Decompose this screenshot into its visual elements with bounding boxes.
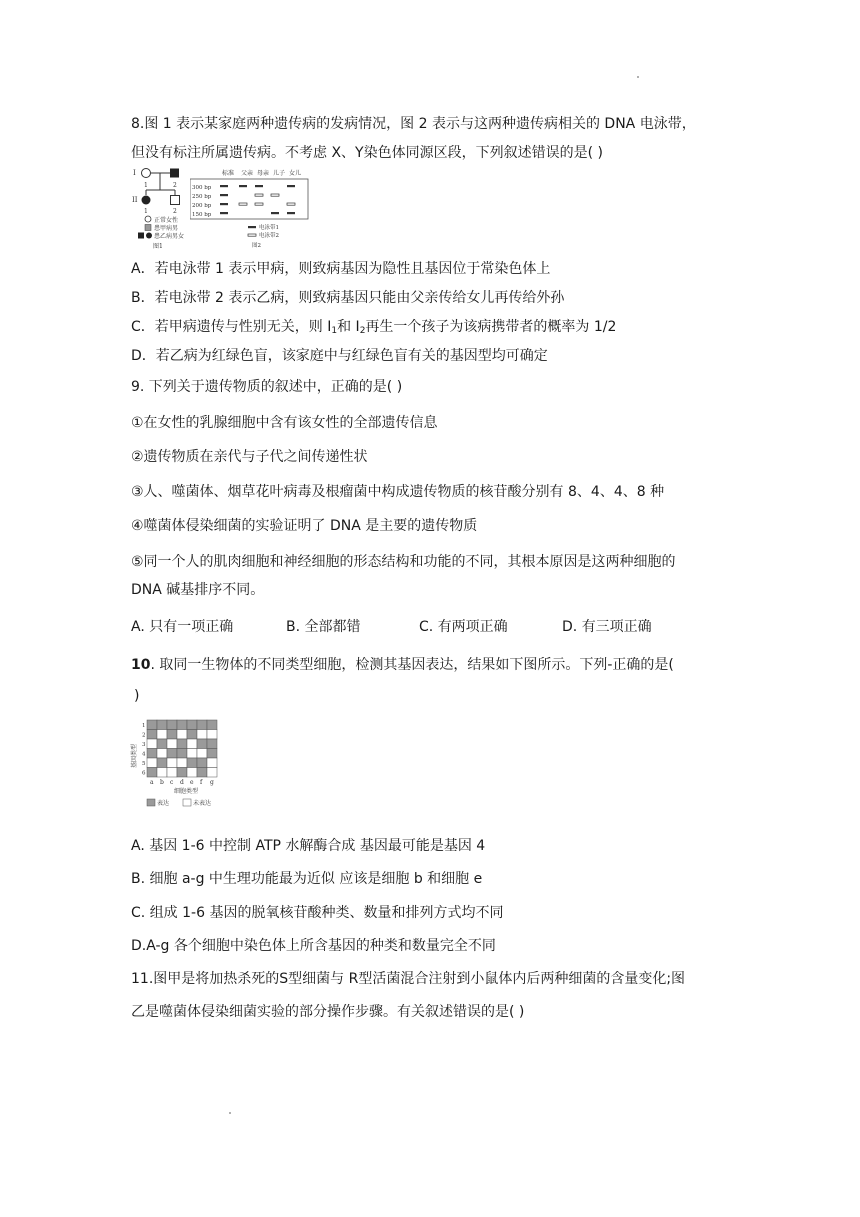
q10-gene-expression-figure: [130, 716, 222, 812]
grid-cell: [167, 768, 177, 778]
grid-cell: [207, 749, 217, 759]
q10-option-b[interactable]: [131, 869, 482, 889]
q10-b-text: 细胞 a-g 中生理功能最为近似 应该是细胞 b 和细胞 e: [149, 871, 483, 887]
grid-cell: [177, 758, 187, 768]
svg-text:女儿: 女儿: [289, 170, 302, 177]
svg-text:300 bp: 300 bp: [192, 185, 212, 191]
grid-cell: [147, 730, 157, 740]
grid-cell: [207, 720, 217, 730]
grid-cell: [197, 720, 207, 730]
grid-cell: [177, 730, 187, 740]
q9-d-text: 有三项正确: [581, 619, 652, 635]
grid-cell: [167, 749, 177, 759]
q9-option-c[interactable]: [419, 617, 508, 637]
grid-cell: [207, 730, 217, 740]
legend-expressed: 表达: [157, 800, 170, 807]
svg-text:150 bp: 150 bp: [192, 212, 212, 218]
q9-item-5: ⑤同一个人的肌肉细胞和神经细胞的形态结构和功能的不同，其根本原因是这两种细胞的: [131, 554, 676, 570]
grid-row-labels: [142, 723, 146, 777]
q9-b-letter: B.: [286, 619, 301, 635]
grid-cell: [157, 768, 167, 778]
q9-item-1: ①在女性的乳腺细胞中含有该女性的全部遗传信息: [131, 415, 438, 431]
q8-option-b[interactable]: B．若电泳带 2 表示乙病，则致病基因只能由父亲传给女儿再传给外孙: [131, 290, 565, 306]
q9-b-text: 全部都错: [304, 619, 361, 635]
grid-cell: [167, 730, 177, 740]
II1-female-affected: [142, 196, 151, 205]
grid-cell: [177, 749, 187, 759]
grid-cell: [207, 758, 217, 768]
grid-cell: [177, 739, 187, 749]
grid-col-labels: [150, 779, 214, 786]
q10-a-text: 基因 1-6 中控制 ATP 水解酶合成 基因最可能是基因 4: [149, 838, 486, 854]
grid-cell: [207, 768, 217, 778]
svg-text:父亲: 父亲: [241, 170, 254, 177]
svg-text:2: 2: [173, 208, 177, 215]
grid-cell: [147, 758, 157, 768]
svg-text:图1: 图1: [153, 243, 163, 250]
q10-option-c[interactable]: [131, 903, 503, 923]
q9-stem: 9. 下列关于遗传物质的叙述中，正确的是( ): [131, 379, 403, 395]
q8-c-sub2: 2: [359, 326, 366, 336]
grid-cell: [147, 739, 157, 749]
q11-stem-line1: 11.图甲是将加热杀死的S型细菌与 R型活菌混合注射到小鼠体内后两种细菌的含量变化;图: [131, 971, 686, 987]
grid-cell: [187, 720, 197, 730]
grid-col-label: g: [210, 779, 214, 786]
q9-item-5-cont: DNA 碱基排序不同。: [131, 582, 265, 598]
grid-cell: [157, 730, 167, 740]
grid-xlabel: 细胞类型: [174, 788, 199, 795]
q9-item-4: ④噬菌体侵染细菌的实验证明了 DNA 是主要的遗传物质: [131, 518, 478, 534]
grid-cell: [167, 720, 177, 730]
q8-option-d[interactable]: D．若乙病为红绿色盲，该家庭中与红绿色盲有关的基因型均可确定: [131, 348, 548, 364]
grid-row-label: 6: [142, 770, 146, 777]
q10-b-letter: B.: [131, 871, 146, 887]
q8-c-part3: 再生一个孩子为该病携带者的概率为 1/2: [365, 319, 617, 335]
grid-cell: [187, 768, 197, 778]
q8-c-part2: 和 I: [337, 319, 360, 335]
grid-col-label: b: [160, 779, 164, 786]
q9-c-text: 有两项正确: [437, 619, 508, 635]
q10-option-d[interactable]: [131, 936, 496, 956]
q9-item-3: ③人、噬菌体、烟草花叶病毒及根瘤菌中构成遗传物质的核苷酸分别有 8、4、4、8 种: [131, 484, 665, 500]
q9-option-a[interactable]: [131, 617, 233, 637]
q9-option-b[interactable]: [286, 617, 361, 637]
grid-cell: [157, 758, 167, 768]
grid-col-label: a: [150, 779, 154, 786]
q10-c-letter: C.: [131, 905, 146, 921]
svg-text:图2: 图2: [252, 243, 261, 249]
grid-cell: [197, 768, 207, 778]
svg-text:患乙病男女: 患乙病男女: [154, 233, 185, 240]
grid-cell: [197, 739, 207, 749]
svg-text:电泳带2: 电泳带2: [259, 233, 279, 239]
q9-option-d[interactable]: [562, 617, 652, 637]
svg-text:标准: 标准: [222, 170, 235, 177]
I2-male: [170, 169, 179, 178]
grid-cell: [187, 758, 197, 768]
I1-female: [142, 169, 151, 178]
grid-col-label: e: [190, 779, 194, 786]
q10-d-letter: D.: [131, 938, 147, 954]
grid-cell: [157, 739, 167, 749]
gen-II-label: II: [132, 196, 138, 204]
grid-cell: [157, 749, 167, 759]
gen-I-label: I: [133, 169, 136, 177]
grid-cell: [147, 720, 157, 730]
q10-stem: [131, 655, 674, 675]
II2-male: [171, 196, 180, 205]
grid-cell: [157, 720, 167, 730]
page-dot-top: [637, 76, 639, 78]
svg-text:250 bp: 250 bp: [192, 194, 212, 200]
svg-text:1: 1: [144, 208, 148, 215]
grid-cells: [147, 720, 217, 777]
grid-cell: [177, 720, 187, 730]
grid-cell: [187, 749, 197, 759]
q9-item-2: ②遗传物质在亲代与子代之间传递性状: [131, 449, 368, 465]
q10-c-text: 组成 1-6 基因的脱氧核苷酸种类、数量和排列方式均不同: [149, 905, 504, 921]
legend-not-expressed: 未表达: [193, 800, 212, 807]
q10-a-letter: A.: [131, 838, 145, 854]
grid-cell: [187, 739, 197, 749]
grid-cell: [147, 749, 157, 759]
grid-cell: [207, 739, 217, 749]
q8-option-c[interactable]: [131, 317, 616, 341]
grid-cell: [167, 739, 177, 749]
q8-option-a[interactable]: A．若电泳带 1 表示甲病，则致病基因为隐性且基因位于常染色体上: [131, 261, 551, 277]
q9-a-letter: A.: [131, 619, 145, 635]
grid-row-label: 4: [142, 751, 146, 758]
grid-cell: [187, 730, 197, 740]
grid-row-label: 1: [142, 723, 146, 729]
grid-cell: [147, 768, 157, 778]
svg-text:2: 2: [173, 182, 177, 189]
q8-stem-line2: 但没有标注所属遗传病。不考虑 X、Y染色体同源区段，下列叙述错误的是( ): [131, 145, 603, 161]
q8-c-part1: C．若甲病遗传与性别无关，则 I: [131, 319, 332, 335]
grid-cell: [197, 758, 207, 768]
svg-text:儿子: 儿子: [273, 170, 286, 177]
grid-cell: [177, 768, 187, 778]
svg-text:1: 1: [144, 182, 148, 189]
q10-stem-text: . 取同一生物体的不同类型细胞，检测其基因表达，结果如下图所示。下列-正确的是(: [150, 657, 674, 673]
page-dot-bottom: [229, 1112, 231, 1114]
q10-stem-cont: ): [134, 688, 140, 704]
svg-text:200 bp: 200 bp: [192, 203, 212, 209]
gel-headers: [222, 169, 301, 177]
grid-row-label: 3: [142, 742, 146, 748]
q11-stem-line2: 乙是噬菌体侵染细菌实验的部分操作步骤。有关叙述错误的是( ): [131, 1004, 525, 1020]
svg-text:母亲: 母亲: [257, 170, 270, 177]
q8-stem-line1: 8.图 1 表示某家庭两种遗传病的发病情况，图 2 表示与这两种遗传病相关的 DNA 电泳带，: [131, 116, 696, 132]
svg-text:患甲病男: 患甲病男: [154, 225, 179, 232]
q9-a-text: 只有一项正确: [149, 619, 234, 635]
grid-col-label: f: [200, 779, 203, 786]
grid-row-label: 2: [142, 732, 146, 739]
q8-figure2-electrophoresis: [190, 168, 310, 252]
grid-ylabel: 基因类型: [131, 743, 138, 768]
grid-row-label: 5: [142, 761, 146, 767]
q10-d-text: A-g 各个细胞中染色体上所含基因的种类和数量完全不同: [146, 938, 496, 954]
q10-number: 10: [131, 657, 151, 673]
grid-col-label: d: [180, 779, 184, 786]
grid-cell: [197, 730, 207, 740]
q9-d-letter: D.: [562, 619, 578, 635]
q10-option-a[interactable]: [131, 836, 485, 856]
svg-text:电泳带1: 电泳带1: [259, 225, 279, 231]
q9-c-letter: C.: [419, 619, 434, 635]
grid-cell: [197, 749, 207, 759]
grid-cell: [167, 758, 177, 768]
q8-c-sub1: 1: [331, 326, 338, 336]
svg-text:正常女性: 正常女性: [154, 217, 179, 224]
grid-col-label: c: [170, 779, 174, 786]
